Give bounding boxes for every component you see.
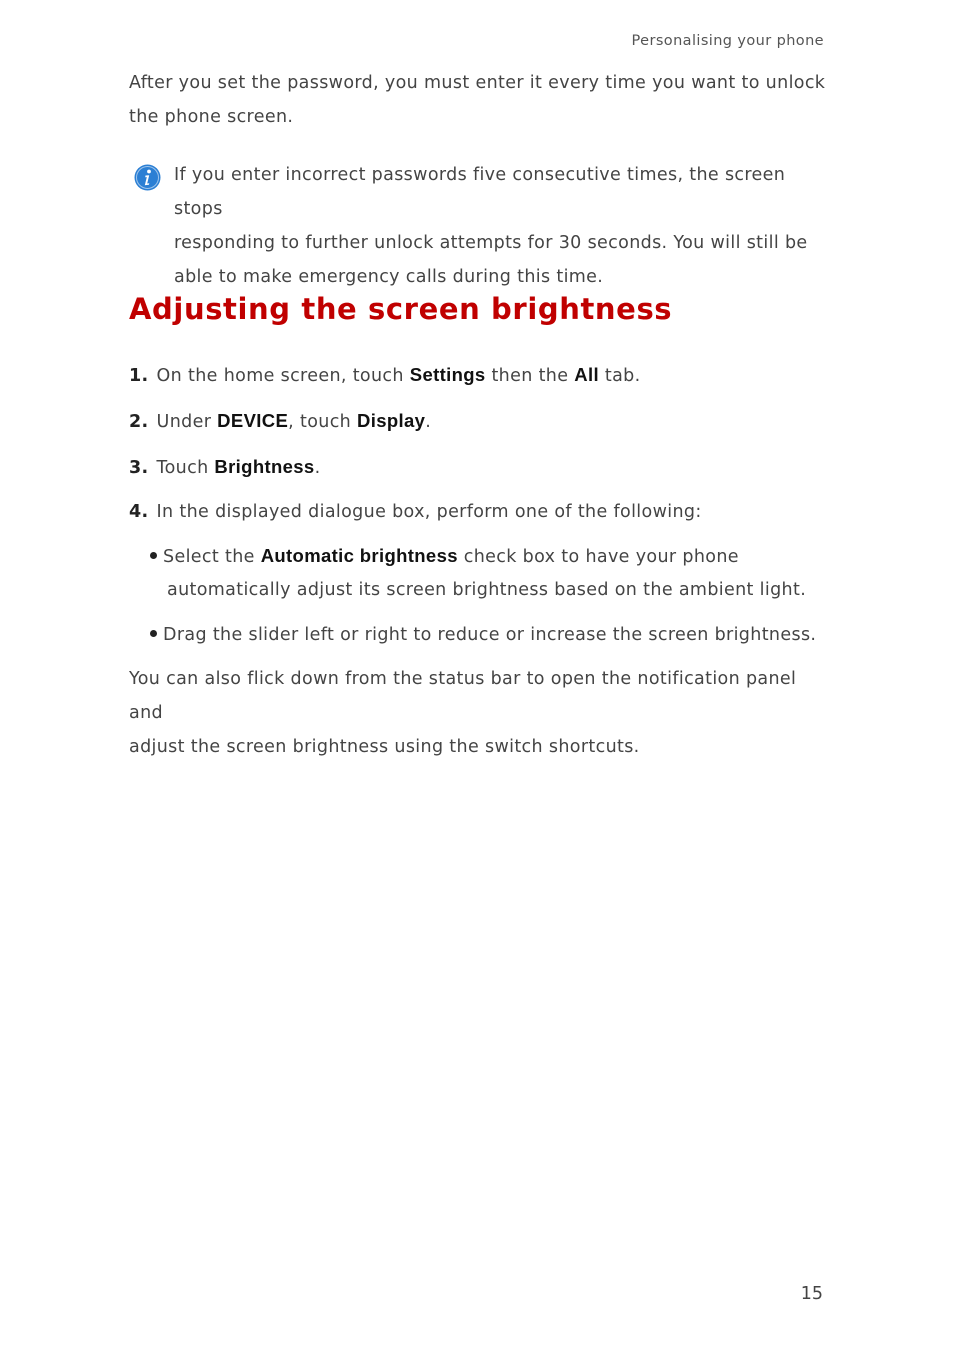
ui-term-all: All (574, 364, 599, 385)
step-text: , touch (288, 412, 358, 432)
bullet-item-1 (150, 545, 850, 600)
info-icon (134, 164, 161, 191)
step-number: 1. (129, 366, 149, 386)
intro-line-1: After you set the password, you must enter it every time you want to unlock (129, 73, 826, 93)
step-3 (129, 456, 849, 478)
ui-term-settings: Settings (409, 364, 486, 385)
step-number: 4. (129, 502, 149, 522)
bullet-text-line-2: automatically adjust its screen brightness based on the ambient light. (167, 580, 807, 600)
outro-line-2: adjust the screen brightness using the switch shortcuts. (129, 737, 640, 757)
outro-paragraph (129, 662, 829, 764)
running-header: Personalising your phone (631, 33, 824, 49)
step-text: Touch (156, 458, 215, 478)
note-line-3: able to make emergency calls during this time. (174, 267, 604, 287)
bullet-text: check box to have your phone (457, 547, 739, 567)
bullet-text: Select the (163, 547, 261, 567)
outro-line-1: You can also flick down from the status bar to open the notification panel and (129, 669, 797, 723)
step-number: 3. (129, 458, 149, 478)
ui-term-automatic-brightness: Automatic brightness (260, 545, 458, 566)
ui-term-brightness: Brightness (214, 456, 315, 477)
step-1 (129, 364, 849, 386)
bullet-text: Drag the slider left or right to reduce or increase the screen brightness. (163, 625, 817, 645)
ui-term-display: Display (357, 410, 426, 431)
step-number: 2. (129, 412, 149, 432)
note-paragraph (174, 158, 834, 294)
bullet-item-2 (150, 625, 850, 645)
step-text: On the home screen, touch (156, 366, 410, 386)
step-2 (129, 410, 849, 432)
step-text: tab. (598, 366, 641, 386)
page-number: 15 (800, 1284, 823, 1304)
note-line-2: responding to further unlock attempts for 30 seconds. You will still be (174, 233, 808, 253)
bullet-dot (150, 630, 157, 637)
intro-paragraph (129, 66, 829, 134)
step-text: . (425, 412, 432, 432)
bullet-dot (150, 552, 157, 559)
note-line-1: If you enter incorrect passwords five consecutive times, the screen stops (174, 165, 786, 219)
step-4 (129, 502, 849, 522)
section-heading: Adjusting the screen brightness (129, 292, 673, 326)
intro-line-2: the phone screen. (129, 107, 294, 127)
step-text: In the displayed dialogue box, perform one of the following: (156, 502, 702, 522)
step-text: then the (485, 366, 575, 386)
ui-term-device: DEVICE (217, 410, 289, 431)
step-text: Under (156, 412, 218, 432)
step-text: . (314, 458, 321, 478)
